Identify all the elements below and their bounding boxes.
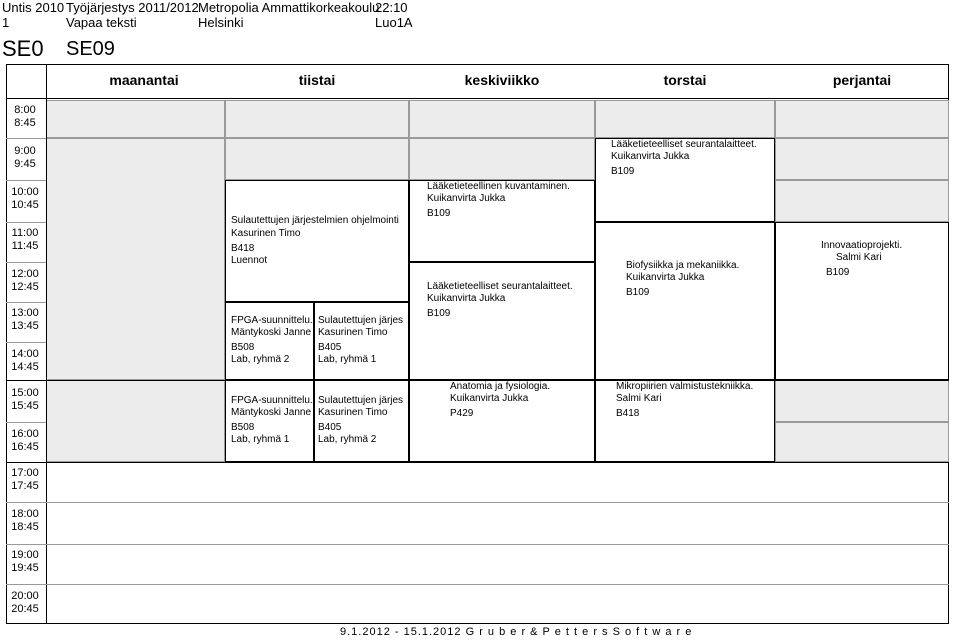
empty-cell [775,180,949,222]
empty-cell [225,138,409,180]
lesson-group: Lab, ryhmä 1 [231,434,290,445]
grid-line [6,98,949,99]
lesson-block[interactable] [409,380,595,462]
lesson-group: Lab, ryhmä 1 [318,354,377,365]
lesson-subject: Biofysiikka ja mekaniikka. [626,260,740,271]
creator-code: Luo1A [375,15,413,30]
lesson-block[interactable] [775,222,949,380]
time-slot-6: 13:00 13:45 [11,307,39,332]
school-name: Metropolia Ammattikorkeakoulu [198,0,380,15]
schedule-title: Työjärjestys 2011/2012 [66,0,199,15]
lesson-block[interactable] [225,302,314,380]
lesson-block[interactable] [225,380,314,462]
lesson-block[interactable] [314,380,409,462]
time-slot-9: 16:00 16:45 [11,428,39,453]
grid-line [6,502,949,503]
lesson-teacher: Kasurinen Timo [231,228,301,239]
lesson-subject: Innovaatioprojekti. [821,240,903,251]
time-slot-12: 19:00 19:45 [11,549,39,574]
page-number: 1 [2,15,10,30]
lesson-room: B109 [427,308,451,319]
grid-line [6,422,46,423]
app-name: Untis 2010 [2,0,65,15]
day-header-thursday: torstai [663,72,707,88]
free-text: Vapaa teksti [66,15,137,30]
time-slot-4: 11:00 11:45 [11,227,39,252]
lesson-subject: FPGA-suunnittelu. [231,315,313,326]
lesson-subject: Lääketieteellinen kuvantaminen. [427,181,570,192]
lesson-teacher: Salmi Kari [616,393,662,404]
grid-line [6,584,949,585]
empty-cell [46,100,225,138]
lesson-teacher: Kuikanvirta Jukka [450,393,529,404]
grid-line [6,544,949,545]
group-code: SE0 [2,36,44,61]
empty-cell [775,138,949,180]
group-name: SE09 [66,38,115,60]
time-slot-7: 14:00 14:45 [11,348,39,373]
grid-line [6,138,46,139]
lesson-room: B418 [616,408,640,419]
lesson-subject: Anatomia ja fysiologia. [450,381,551,392]
grid-line [6,180,46,181]
empty-cell [225,100,409,138]
lesson-room: B109 [427,208,451,219]
lesson-teacher: Mäntykoski Janne [231,327,312,338]
time-slot-5: 12:00 12:45 [11,268,39,293]
time-slot-8: 15:00 15:45 [11,387,39,412]
lesson-teacher: Kuikanvirta Jukka [427,293,506,304]
day-header-monday: maanantai [109,72,179,88]
lesson-room: B405 [318,422,342,433]
empty-cell [46,380,225,462]
empty-cell [595,100,775,138]
lesson-room: B508 [231,342,255,353]
lesson-room: P429 [450,408,474,419]
lesson-subject: Lääketieteelliset seurantalaitteet. [611,139,757,150]
lesson-block[interactable] [409,262,595,380]
lesson-room: B405 [318,342,342,353]
lesson-subject: FPGA-suunnittelu. [231,395,313,406]
time-slot-10: 17:00 17:45 [11,467,39,492]
grid-line [6,302,46,303]
lesson-subject: Sulautettujen järjes [318,395,404,406]
lesson-block[interactable] [314,302,409,380]
empty-cell [46,138,225,380]
lesson-teacher: Kasurinen Timo [318,407,388,418]
time-slot-3: 10:00 10:45 [11,186,39,211]
time-slot-11: 18:00 18:45 [11,508,39,533]
lesson-teacher: Mäntykoski Janne [231,407,312,418]
lesson-room: B508 [231,422,255,433]
grid-line [6,342,46,343]
day-header-wednesday: keskiviikko [464,72,540,88]
print-time: 22:10 [375,0,408,15]
empty-cell [409,138,595,180]
grid-line [6,222,46,223]
city: Helsinki [198,15,244,30]
lesson-teacher: Salmi Kari [836,252,882,263]
lesson-subject: Sulautettujen järjestelmien ohjelmointi [231,215,399,226]
lesson-teacher: Kuikanvirta Jukka [427,193,506,204]
lesson-block[interactable] [225,180,409,302]
time-slot-2: 9:00 9:45 [14,145,36,170]
grid-line [46,64,47,624]
lesson-block[interactable] [409,180,595,262]
lesson-teacher: Kasurinen Timo [318,327,388,338]
lesson-group: Lab, ryhmä 2 [231,354,290,365]
lesson-subject: Lääketieteelliset seurantalaitteet. [427,281,573,292]
lesson-type: Luennot [231,255,268,266]
lesson-teacher: Kuikanvirta Jukka [626,272,705,283]
lesson-teacher: Kuikanvirta Jukka [611,151,690,162]
empty-cell [775,422,949,462]
lesson-room: B109 [611,166,635,177]
lesson-block[interactable] [595,138,775,222]
lesson-room: B109 [626,287,650,298]
empty-cell [775,380,949,422]
time-slot-1: 8:00 8:45 [14,104,36,129]
empty-cell [409,100,595,138]
lesson-group: Lab, ryhmä 2 [318,434,377,445]
lesson-room: B418 [231,243,255,254]
empty-cell [775,100,949,138]
day-header-friday: perjantai [832,72,892,88]
day-header-tuesday: tiistai [298,72,336,88]
footer-date-range: 9.1.2012 - 15.1.2012 G r u b e r & P e t t e r s S o f t w a r e [340,626,693,638]
lesson-subject: Sulautettujen järjes [318,315,404,326]
grid-line [6,262,46,263]
lesson-block[interactable] [595,222,775,380]
grid-line [6,462,949,463]
lesson-block[interactable] [595,380,775,462]
time-slot-13: 20:00 20:45 [11,590,39,615]
lesson-room: B109 [826,267,850,278]
lesson-subject: Mikropiirien valmistustekniikka. [616,381,754,392]
